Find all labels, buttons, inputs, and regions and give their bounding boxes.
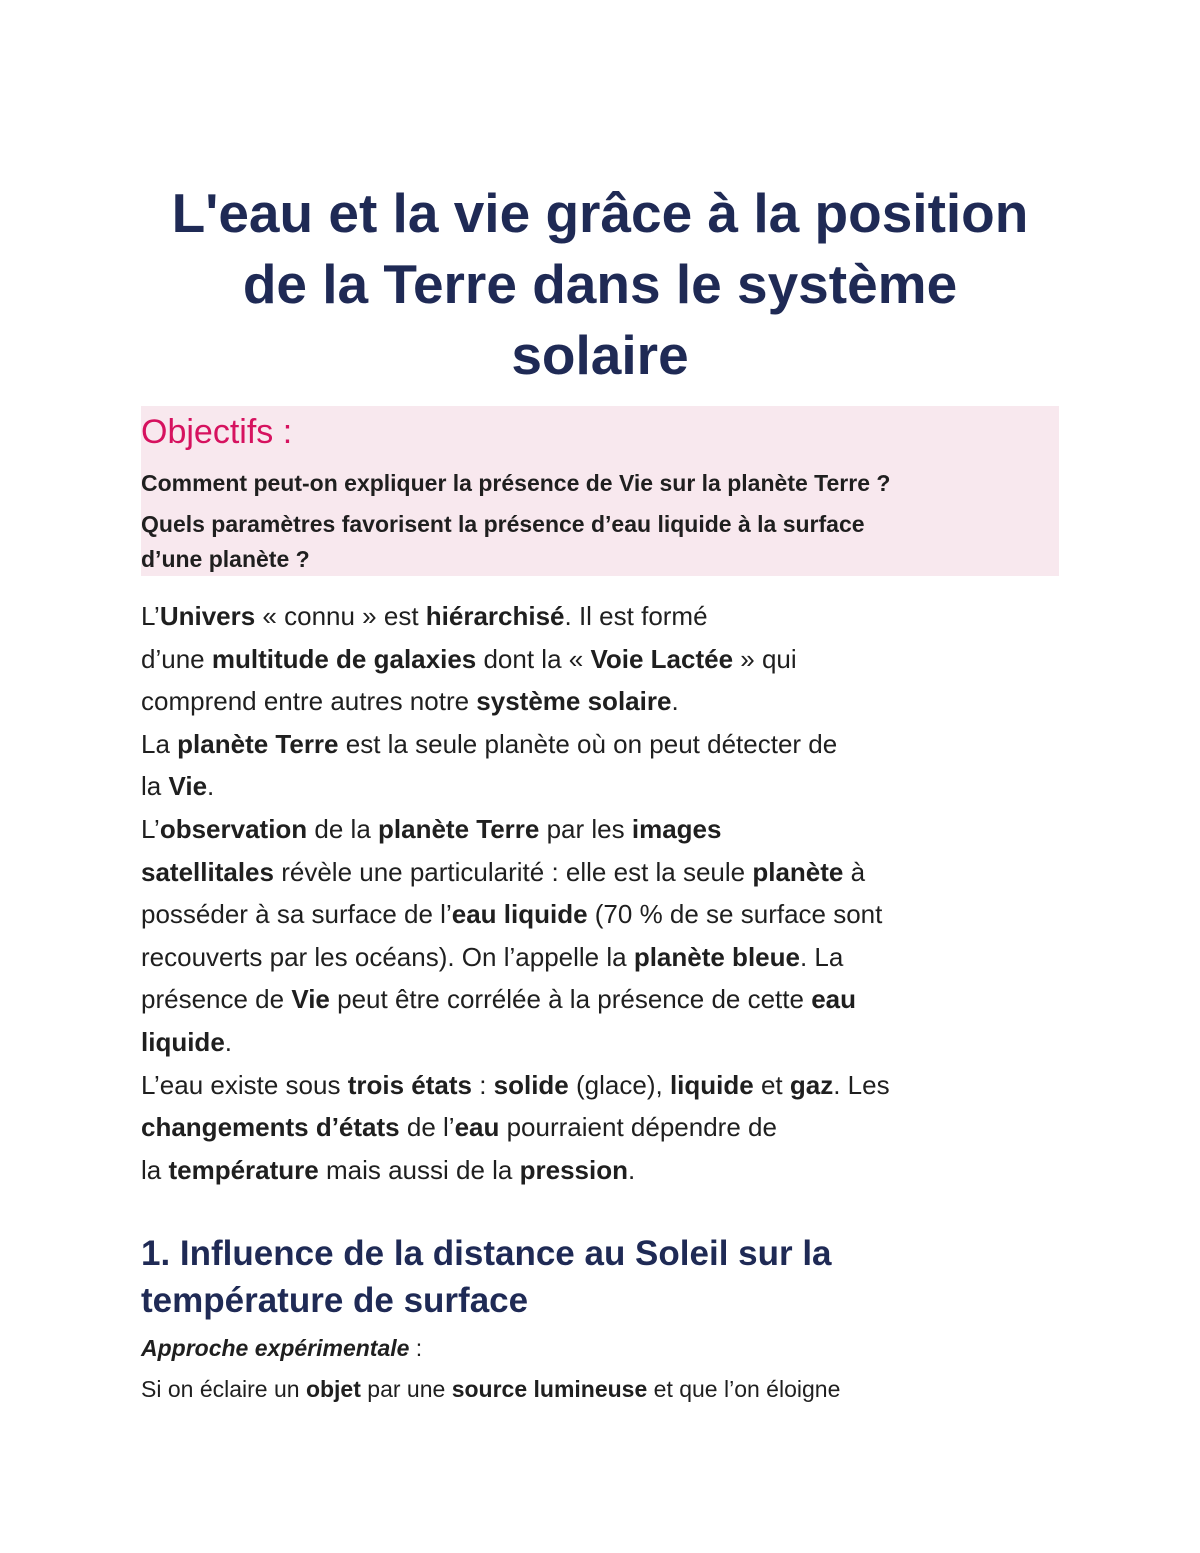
text-run: . Il est formé [564, 601, 708, 631]
text-run: . Les [833, 1069, 890, 1100]
text-run: mais aussi de la [318, 1154, 520, 1185]
emphasized-term: planète Terre [177, 728, 339, 759]
text-run: pourraient dépendre de [499, 1112, 777, 1143]
body-line [141, 595, 1071, 638]
body-line [141, 765, 1071, 808]
section-1-title-line-1: 1. Influence de la distance au Soleil sur la [141, 1234, 832, 1273]
title-line-2: de la Terre dans le système [242, 253, 958, 315]
text-run: par une [360, 1376, 452, 1402]
emphasized-term: pression [519, 1154, 628, 1185]
body-line [141, 893, 1071, 936]
text-run: d’une [141, 643, 212, 674]
text-run: est la seule planète où on peut détecter de [338, 728, 838, 759]
text-run: L’ [141, 813, 160, 844]
text-run: (70 % de se surface sont [587, 899, 883, 930]
emphasized-term: multitude de galaxies [211, 643, 477, 674]
text-run: : [471, 1069, 494, 1100]
approach-suffix: : [409, 1335, 423, 1361]
text-run: révèle une particularité : elle est la seule [273, 856, 753, 887]
body-paragraphs [141, 595, 1071, 1191]
text-run: La [141, 728, 178, 759]
text-run: « connu » est [255, 601, 426, 631]
text-run: L’eau existe sous [141, 1069, 348, 1100]
text-run: et que l’on éloigne [647, 1376, 841, 1402]
section-1-title [141, 1230, 1071, 1324]
emphasized-term: planète [752, 856, 844, 887]
emphasized-term: objet [305, 1376, 361, 1402]
approach-label-line [141, 1330, 422, 1366]
text-run: . La [799, 941, 844, 972]
emphasized-term: changements d’états [141, 1112, 400, 1143]
text-run: la [141, 1154, 169, 1185]
text-run: . [207, 771, 215, 802]
text-run: de l’ [399, 1112, 455, 1143]
text-run: recouverts par les océans). On l’appelle la [141, 941, 634, 972]
text-run: présence de [141, 984, 292, 1015]
experiment-text-line [141, 1371, 840, 1407]
text-run: . [224, 1026, 233, 1057]
text-run: à [843, 856, 866, 887]
title-line-3: solaire [511, 324, 689, 386]
objective-question-3: d’une planète ? [141, 546, 310, 572]
text-run: . [671, 686, 679, 717]
emphasized-term: satellitales [141, 856, 274, 887]
emphasized-term: observation [159, 813, 308, 844]
text-run: par les [539, 813, 632, 844]
emphasized-term: hiérarchisé [425, 601, 565, 631]
objectives-box [141, 406, 1059, 576]
emphasized-term: trois états [347, 1069, 472, 1100]
text-run: . [628, 1154, 636, 1185]
emphasized-term: eau liquide [451, 899, 588, 930]
emphasized-term: solide [493, 1069, 569, 1100]
text-run: (glace), [568, 1069, 670, 1100]
body-line [141, 936, 1071, 979]
text-run: » qui [733, 643, 797, 674]
emphasized-term: gaz [789, 1069, 834, 1100]
objective-question-1: Comment peut-on expliquer la présence de Vie sur la planète Terre ? [141, 470, 891, 496]
emphasized-term: planète Terre [378, 813, 540, 844]
objective-question-2: Quels paramètres favorisent la présence d’eau liquide à la surface [141, 511, 865, 537]
text-run: Si on éclaire un [141, 1376, 306, 1402]
body-line [141, 638, 1071, 681]
emphasized-term: Voie Lactée [590, 643, 734, 674]
body-line [141, 808, 1071, 851]
emphasized-term: planète bleue [633, 941, 800, 972]
text-run: peut être corrélée à la présence de cette [329, 984, 812, 1015]
title-line-1: L'eau et la vie grâce à la position [171, 182, 1029, 244]
emphasized-term: eau [454, 1112, 500, 1143]
text-run: L’ [141, 601, 160, 631]
emphasized-term: liquide [141, 1026, 225, 1057]
body-line [141, 978, 1071, 1021]
body-line [141, 1149, 1071, 1192]
emphasized-term: température [168, 1154, 319, 1185]
body-line [141, 851, 1071, 894]
body-line [141, 680, 1071, 723]
objectives-heading: Objectifs : [141, 413, 293, 451]
text-run: la [141, 771, 169, 802]
section-1-title-line-2: température de surface [141, 1281, 529, 1320]
body-line [141, 1021, 1071, 1064]
approach-label: Approche expérimentale [141, 1335, 410, 1361]
page-title [120, 178, 1080, 391]
body-line [141, 1106, 1071, 1149]
text-run: de la [307, 813, 379, 844]
body-line [141, 1064, 1071, 1107]
emphasized-term: Univers [159, 601, 256, 631]
text-run: dont la « [476, 643, 591, 674]
emphasized-term: images [631, 813, 722, 844]
text-run: posséder à sa surface de l’ [141, 899, 452, 930]
emphasized-term: source lumineuse [451, 1376, 648, 1402]
emphasized-term: Vie [291, 984, 330, 1015]
emphasized-term: liquide [669, 1069, 754, 1100]
emphasized-term: système solaire [476, 686, 672, 717]
emphasized-term: eau [811, 984, 856, 1015]
emphasized-term: Vie [168, 771, 208, 802]
text-run: et [753, 1069, 790, 1100]
body-line [141, 723, 1071, 766]
text-run: comprend entre autres notre [141, 686, 477, 717]
